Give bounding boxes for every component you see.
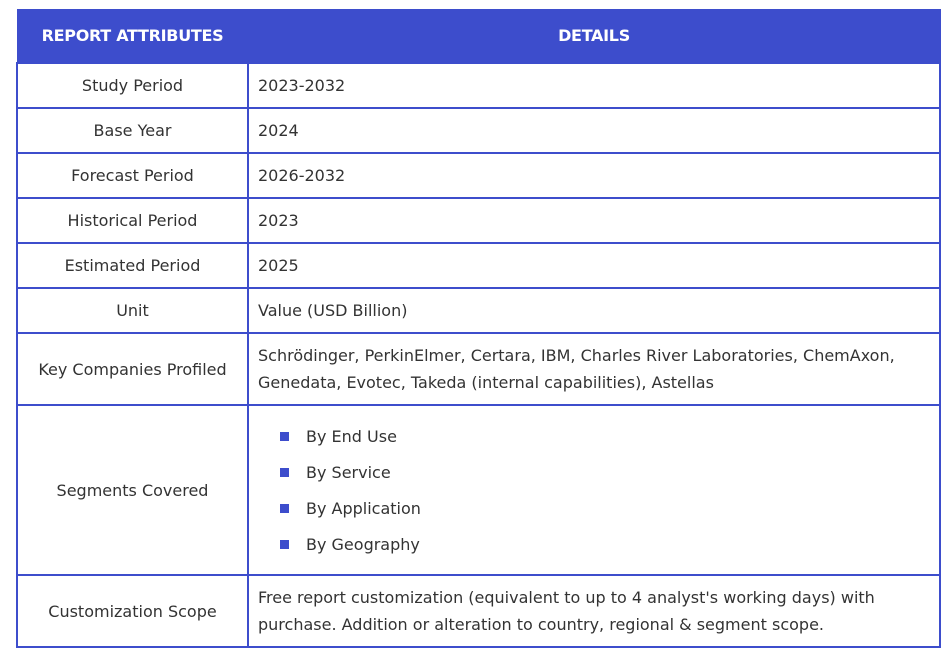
attribute-cell: Key Companies Profiled (17, 333, 248, 405)
attribute-cell: Unit (17, 288, 248, 333)
segment-label: By Service (306, 462, 391, 482)
detail-cell: 2026-2032 (248, 153, 940, 198)
detail-cell: 2025 (248, 243, 940, 288)
table-row (17, 63, 940, 108)
table-row (17, 108, 940, 153)
attribute-cell: Historical Period (17, 198, 248, 243)
detail-cell: 2023 (248, 198, 940, 243)
segment-label: By Application (306, 498, 421, 518)
list-item (280, 418, 930, 454)
list-item (280, 490, 930, 526)
list-item (280, 526, 930, 562)
square-bullet-icon (280, 468, 289, 477)
table-row (17, 333, 940, 405)
table-header-row (17, 9, 940, 63)
square-bullet-icon (280, 432, 289, 441)
segment-label: By Geography (306, 534, 420, 554)
attribute-cell: Forecast Period (17, 153, 248, 198)
header-details: DETAILS (248, 9, 940, 63)
table-row (17, 405, 940, 575)
attribute-cell: Estimated Period (17, 243, 248, 288)
table-row (17, 198, 940, 243)
table-row (17, 153, 940, 198)
detail-cell: Schrödinger, PerkinElmer, Certara, IBM, Charles River Laboratories, ChemAxon, Genedata, Evotec, Takeda (internal capabilities), Astellas (248, 333, 940, 405)
segment-label: By End Use (306, 426, 397, 446)
attribute-cell: Study Period (17, 63, 248, 108)
table-row (17, 288, 940, 333)
detail-cell: Value (USD Billion) (248, 288, 940, 333)
table-row (17, 243, 940, 288)
attribute-cell: Segments Covered (17, 405, 248, 575)
segments-cell (248, 405, 940, 575)
detail-cell: Free report customization (equivalent to up to 4 analyst's working days) with purchase. Addition or alteration to country, regional & segment scope. (248, 575, 940, 647)
header-report-attributes: REPORT ATTRIBUTES (17, 9, 248, 63)
square-bullet-icon (280, 504, 289, 513)
segments-list (258, 418, 930, 562)
detail-cell: 2024 (248, 108, 940, 153)
attribute-cell: Customization Scope (17, 575, 248, 647)
report-attributes-table (16, 9, 941, 648)
table-row (17, 575, 940, 647)
list-item (280, 454, 930, 490)
attribute-cell: Base Year (17, 108, 248, 153)
square-bullet-icon (280, 540, 289, 549)
detail-cell: 2023-2032 (248, 63, 940, 108)
